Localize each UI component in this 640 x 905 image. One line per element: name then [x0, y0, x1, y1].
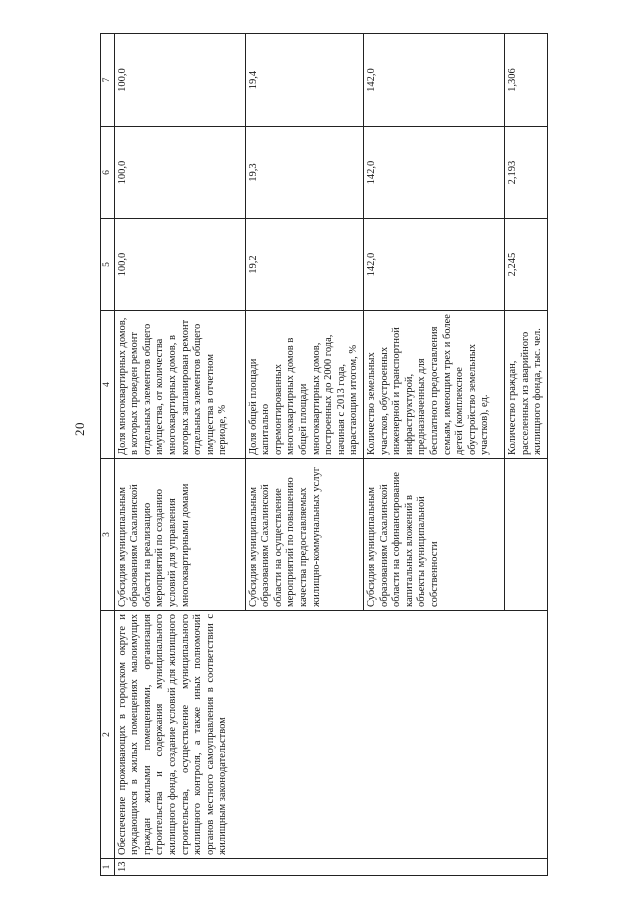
indicator-value-7: 1,306: [504, 34, 547, 127]
indicator-value-6: 100,0: [114, 127, 245, 219]
table-row: [114, 34, 245, 876]
column-header: 7: [101, 34, 115, 127]
indicator-name: Количество граждан, расселенных из аварийного жилищного фонда, тыс. чел.: [504, 311, 547, 459]
subsidy-cell: Субсидия муниципальным образованиям Сахалинской области на реализацию мероприятий по созданию условий для управления многоквартирными домами: [114, 459, 245, 611]
indicator-value-5: 142,0: [363, 219, 504, 311]
indicator-value-6: 142,0: [363, 127, 504, 219]
column-header: 4: [101, 311, 115, 459]
column-header: 3: [101, 459, 115, 611]
column-header: 2: [101, 611, 115, 859]
indicator-table: [100, 33, 548, 876]
subsidy-cell-empty: [504, 459, 547, 611]
indicator-value-7: 19,4: [245, 34, 363, 127]
indicator-value-5: 100,0: [114, 219, 245, 311]
indicator-value-7: 100,0: [114, 34, 245, 127]
indicator-name: Доля общей площади капитально отремонтированных многоквартирных домов в общей площади многоквартирных домов, построенных до 2000 года, начиная с 2013 года, нарастающим итогом, %: [245, 311, 363, 459]
indicator-value-7: 142,0: [363, 34, 504, 127]
row-number: 13: [114, 859, 547, 876]
indicator-table-wrapper: [100, 34, 542, 876]
task-description: Обеспечение проживающих в городском округе и нуждающихся в жилых помещениях малоимущих граждан жилыми помещениями, организация строительства и содержания муниципального жилищного фонда, создание условий для жилищного строительства, осуществление муниципального жилищного контроля, а также иных полномочий органов местного самоуправления в соответствии с жилищным законодательством: [114, 611, 547, 859]
subsidy-cell: Субсидия муниципальным образованиям Сахалинской области на осуществление мероприятий по повышению качества предоставляемых жилищно-коммунальных услуг: [245, 459, 363, 611]
indicator-value-5: 19,2: [245, 219, 363, 311]
indicator-name: Количество земельных участков, обустроенных инженерной и транспортной инфраструктурой, предназначенных для бесплатного предоставления семьям, имеющим трех и более детей (комплексное обустройство земельных участков), ед.: [363, 311, 504, 459]
page-number: 20: [72, 422, 87, 436]
column-header: 6: [101, 127, 115, 219]
indicator-value-5: 2,245: [504, 219, 547, 311]
column-header: 1: [101, 859, 115, 876]
column-number-row: [101, 34, 115, 876]
indicator-value-6: 19,3: [245, 127, 363, 219]
column-header: 5: [101, 219, 115, 311]
indicator-value-6: 2,193: [504, 127, 547, 219]
subsidy-cell: Субсидия муниципальным образованиям Сахалинской области на софинансирование капитальных вложений в объекты муниципальной собственности: [363, 459, 504, 611]
indicator-name: Доля многоквартирных домов, в которых проведен ремонт отдельных элементов общего имущества, от количества многоквартирных домов, в которых запланирован ремонт отдельных элементов общего имущества в отчетном периоде, %: [114, 311, 245, 459]
